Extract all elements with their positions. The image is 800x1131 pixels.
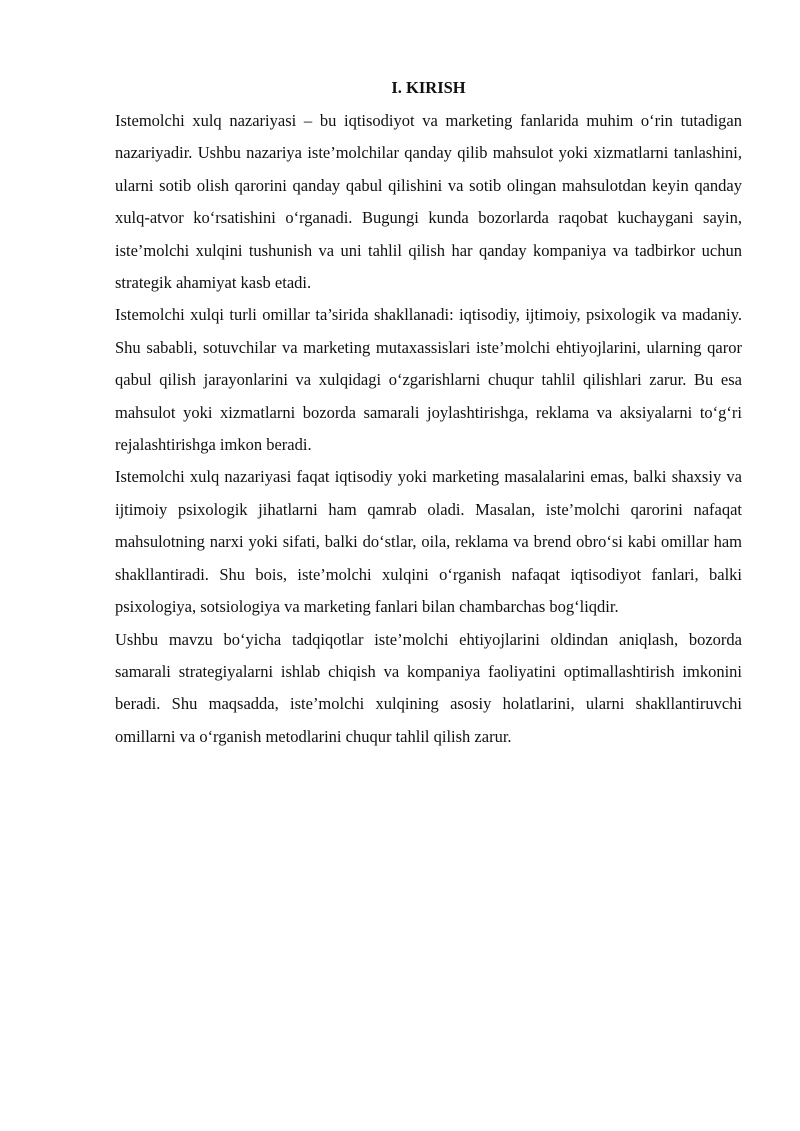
paragraph-1: Istemolchi xulq nazariyasi – bu iqtisodiyot va marketing fanlarida muhim o‘rin tutadigan nazariyadir. Ushbu nazariya iste’molchilar qanday qilib mahsulot yoki xizmatlarni tanlashini, ularni sotib olish qarorini qanday qabul qilishini va sotib olingan mahsulotdan keyin qanday xulq-atvor ko‘rsatishini o‘rganadi. Bugungi kunda bozorlarda raqobat kuchaygani sayin, iste’molchi xulqini tushunish va uni tahlil qilish har qanday kompaniya va tadbirkor uchun strategik ahamiyat kasb etadi. — [115, 111, 742, 293]
section-heading: I. KIRISH — [391, 78, 466, 97]
body-text — [115, 105, 742, 753]
paragraph-2: Istemolchi xulqi turli omillar ta’sirida shakllanadi: iqtisodiy, ijtimoiy, psixologik va madaniy. Shu sababli, sotuvchilar va marketing mutaxassislari iste’molchi ehtiyojlarini, ularning qaror qabul qilish jarayonlarini va xulqidagi o‘zgarishlarni chuqur tahlil qilishlari zarur. Bu esa mahsulot yoki xizmatlarni bozorda samarali joylashtirishga, reklama va aksiyalarni to‘g‘ri rejalashtirishga imkon beradi. — [115, 305, 742, 455]
paragraph-4: Ushbu mavzu bo‘yicha tadqiqotlar iste’molchi ehtiyojlarini oldindan aniqlash, bozorda samarali strategiyalarni ishlab chiqish va kompaniya faoliyatini optimallashtirish imkonini beradi. Shu maqsadda, iste’molchi xulqining asosiy holatlarini, ularni shakllantiruvchi omillarni va o‘rganish metodlarini chuqur tahlil qilish zarur. — [115, 629, 742, 746]
paragraph-3: Istemolchi xulq nazariyasi faqat iqtisodiy yoki marketing masalalarini emas, balki shaxsiy va ijtimoiy psixologik jihatlarni ham qamrab oladi. Masalan, iste’molchi qarorini nafaqat mahsulotning narxi yoki sifati, balki do‘stlar, oila, reklama va brend obro‘si kabi omillar ham shakllantiradi. Shu bois, iste’molchi xulqini o‘rganish nafaqat iqtisodiyot fanlari, balki psixologiya, sotsiologiya va marketing fanlari bilan chambarchas bog‘liqdir. — [115, 467, 742, 617]
